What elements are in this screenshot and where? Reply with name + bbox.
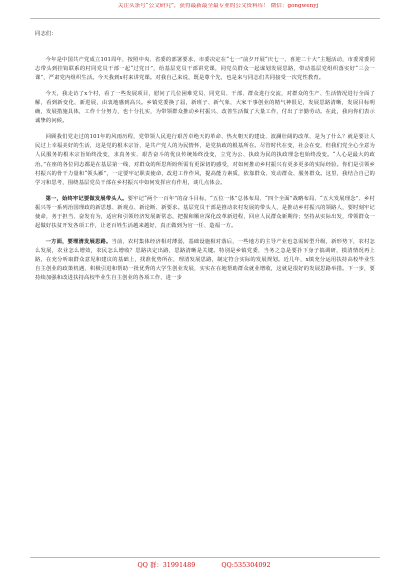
paragraph-visit: 今天，我走访了x个村，看了一些发展项目，慰问了几位困难党员、同党员、干部、群众进行交流，对群众的生产、生活情况进行全面了解，看到新变化、新进展，由衷地感到高兴。乡镇党委换了届，新班子、新气象，大家干事创业的精气神很足，发展思路清晰，发展目标明确，发展措施具体，工作十分努力，也十分扎实，为带领群众推动乡村振兴、改善生活做了大量工作，付出了辛勤劳动。在此，我向你们表示诚挚的问候。 [35,91,375,125]
section-1-text: 要牢记“两个一百年”的奋斗目标，“五位一体”总体布局、“四个全面”战略布局、“五大发展理念”、乡村振兴等一系列治国理政的新思想、新观点、新论断、新要求。基层党员干部是推动农村发展的带头人，是推动乡村振兴的领路人，要时刻牢记使命，务于担当、奋发有为，适应和引领经济发展新常态，把握和顺应深化改革新进程，回应人民群众新期待；坚持从实际出发，带领群众一起做好扶贫开发各项工作，让老百姓生活越来越好，真正做到为官一任、造福一方。 [35,195,375,229]
salutation: 同志们： [35,31,57,37]
document-body [35,30,375,283]
footer-qq-group: QQ 群：31991489 [137,561,196,569]
paragraph-intro: 今年是中国共产党成立101周年，按照中央、省委的部署要求，市委决定在“七一”前夕开展“庆七一、喜迎二十大”主题活动，市委常委同志带头到挂钩联系的村同党员干部一起“过党日”，给基层党员干部讲党课，同党员群众一起谋划发展思路，带动基层党组织落实好“三会一课”，严肃党内组织生活。今天我到x村来讲党课。对我自己来说，既是尊个先，也是来与同志们共同接受一次党性教育。 [35,57,375,82]
paragraph-history: 回顾我们党走过的101年的风雨历程，党带领人民进行艰苦卓绝天的革命、热火朝天的建设、波澜壮阔的改革，是为了什么？就是要让人民过上幸福美好的生活，这是党的根本宗旨，是共产党人的为民情怀，是党执政的根基所在。尽管时代在变，社会在变，但我们党全心全意为人民服务的根本宗旨始终没变，求真务实、艰苦奋斗的优良传统始终没变，立党为公、执政为民的执政理念也始终没变。“人心是最大的政治。”在座的各位同志都是在基层第一线，对群众的所思所盼所需有更深切的感受，对如何推动乡村振兴有更多更多的实际经验。你们是引领乡村振兴的骨干力量和“领头雁”，一定要牢记职责使命，改进工作作风，提高能力素质，依靠群众、发动群众、服务群众。这里，我结合自己的学习和思考，围绕基层党员干部在乡村振兴中如何发挥应有作用，谈几点体会。 [35,134,375,186]
section-1-heading: 第一，始终牢记要做发展带头人。 [45,195,128,202]
footer [0,560,408,569]
header-banner: 关注头条号“公文研究”，获得最新最全最专业的公文资料库！ 微信：gongwenyj [117,3,319,9]
section-1 [35,195,375,231]
footer-qq: QQ:535304092 [221,561,271,569]
footer-rule [30,557,380,558]
subsection-1-text: 当前，农村集体经济相对薄弱，基础设施相对落后，一些地方的主导产业也急需转型升级，新形势下，农村怎么发展，农业怎么增效，农民怎么增收？思路决定出路，思路清晰是关键。特别是乡镇党委，当务之急是要扑下身子搞调研，摸清情况再上路，在充分听取群众意见和建议的基础上，找准优势所在，理清发展思路，制定符合实际的发展规划。近几年，x镇充分运用扶持高校毕业生自主创业的政策机遇，积极引进和帮助一批优秀的大学生创业发展，实实在在地帮助群众就业增收，这就是很好的发展思路举措。下一步，要持续加强和改进扶持高校毕业生自主创业的各项工作，进一步 [35,238,375,282]
subsection-1-heading: 一方面，要理清发展思路。 [45,238,112,245]
subsection-1 [35,238,375,283]
header-rule [30,18,380,19]
